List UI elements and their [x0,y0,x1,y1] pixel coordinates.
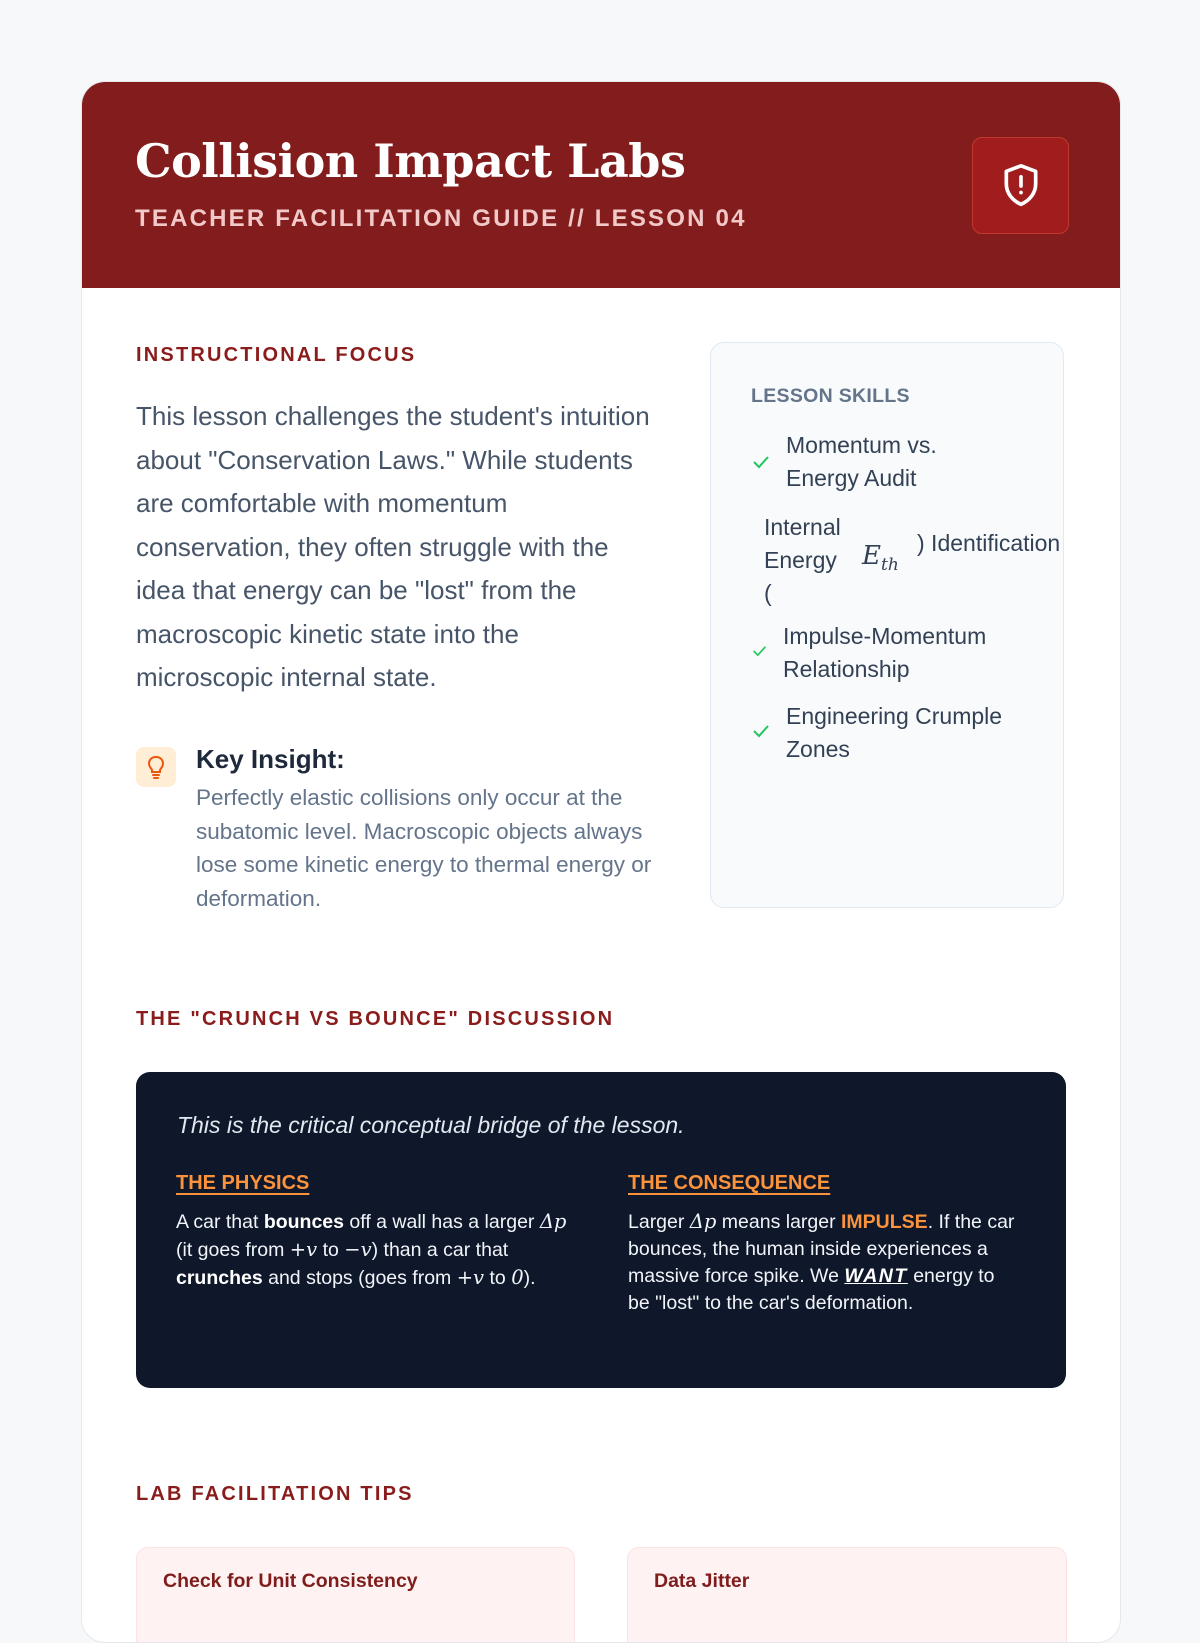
page-subtitle: TEACHER FACILITATION GUIDE // LESSON 04 [135,205,747,232]
check-icon [752,724,770,738]
tip-title: Check for Unit Consistency [163,1570,418,1592]
consequence-heading: THE CONSEQUENCE [628,1172,831,1194]
focus-paragraph: This lesson challenges the student's intuition about "Conservation Laws." While students are comfortable with momentum conservation, they often struggle with the idea that energy can be "lost" from the macroscopic kinetic state into the microscopic internal state. [136,401,650,692]
instructional-focus-heading: INSTRUCTIONAL FOCUS [136,344,417,366]
check-icon [752,455,770,469]
tip-title: Data Jitter [654,1570,750,1592]
physics-text: A car that bounces off a wall has a larger Δp (it goes from +v to −v) than a car that crunches and stops (goes from +v to 0). [176,1210,567,1289]
skill-item: ) Identification [917,530,1061,556]
key-insight-title: Key Insight: [196,744,345,774]
guide-card [81,81,1121,1643]
lesson-skills-title: LESSON SKILLS [751,385,910,407]
check-icon [752,645,767,657]
lightbulb-icon [136,747,176,787]
lab-tips-heading: LAB FACILITATION TIPS [136,1483,414,1505]
physics-heading: THE PHYSICS [176,1172,310,1194]
discussion-heading: THE "CRUNCH VS BOUNCE" DISCUSSION [136,1008,615,1030]
consequence-text: Larger Δp means larger IMPULSE. If the car bounces, the human inside experiences a massive force spike. We WANT energy to be "lost" to the car's deformation. [628,1210,1015,1314]
lesson-skills-panel [710,342,1064,908]
tip-card [627,1547,1067,1643]
skill-item: Impulse-Momentum Relationship [783,623,987,682]
tip-card [136,1547,575,1643]
skill-item-math: $E_{th}$ [862,541,899,576]
discussion-intro: This is the critical conceptual bridge of the lesson. [177,1112,685,1138]
shield-alert-icon [972,137,1069,234]
skill-item: Engineering Crumple Zones [786,703,1003,762]
header-banner [82,82,1120,288]
discussion-panel [136,1072,1066,1388]
key-insight-text: Perfectly elastic collisions only occur at the subatomic level. Macroscopic objects always lose some kinetic energy to thermal energy or deformation. [196,785,652,911]
skill-item: Momentum vs. Energy Audit [786,432,937,491]
page-title: Collision Impact Labs [135,134,686,188]
skill-item: Internal Energy ( [764,514,841,606]
